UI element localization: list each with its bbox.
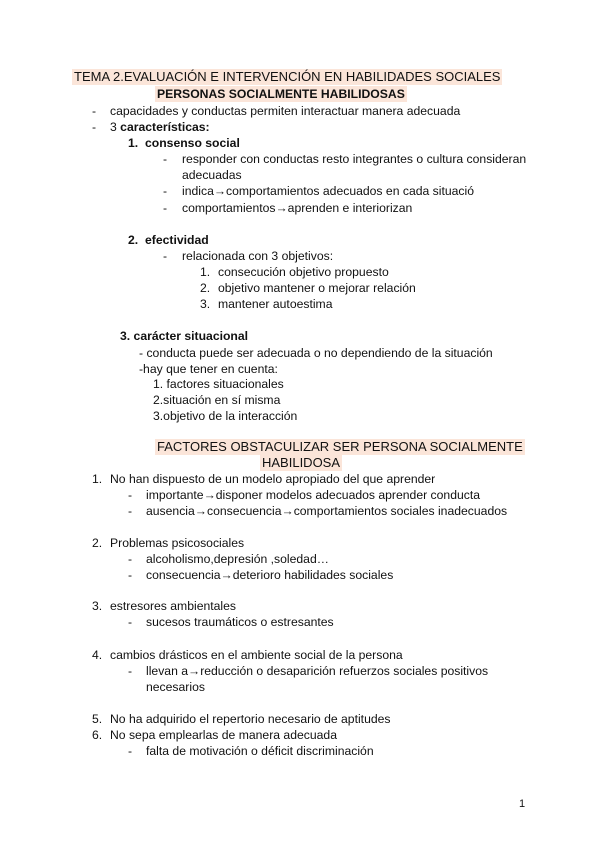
factor-1-sub-2: ausencia→consecuencia→comportamientos sociales inadecuados [146,504,508,518]
factor-4-sub-1-cont: necesarios [146,680,205,694]
situacional-line-5: 3.objetivo de la interacción [153,409,298,423]
consenso-item-1: responder con conductas resto integrantes o cultura consideran [182,152,527,166]
section-heading-factores: FACTORES OBSTACULIZAR SER PERSONA SOCIALMENTE [157,439,523,454]
factor-number: 6. [92,728,103,742]
situacional-line-3: 1. factores situacionales [153,377,284,391]
factor-number: 3. [92,599,103,613]
consenso-item-3: comportamientos→aprenden e interiorizan [182,201,413,215]
bullet-dash: - [128,664,133,678]
bullet-dash: - [163,201,168,215]
factor-6-sub-1: falta de motivación o déficit discriminación [146,744,374,758]
bullet-dash: - [163,184,168,198]
factor-3-sub-1: sucesos traumáticos o estresantes [146,615,334,629]
objetivo-1: consecución objetivo propuesto [218,265,389,279]
factor-1-sub-1: importante→disponer modelos adecuados aprender conducta [146,488,481,502]
factor-6: No sepa emplearlas de manera adecuada [110,728,337,742]
item-number: 2. [128,233,139,247]
factor-1: No han dispuesto de un modelo apropiado del que aprender [110,472,436,486]
objetivo-3: mantener autoestima [218,297,333,311]
item-consenso-social: consenso social [145,136,240,150]
section-heading-personas: PERSONAS SOCIALMENTE HABILIDOSAS [157,87,405,101]
efectividad-item: relacionada con 3 objetivos: [182,249,334,263]
situacional-line-4: 2.situación en sí misma [153,393,281,407]
factor-3: estresores ambientales [110,599,236,613]
factor-number: 1. [92,472,103,486]
bullet-caracteristicas [110,119,210,135]
objetivo-number: 1. [200,265,211,279]
bullet-dash: - [128,552,133,566]
factor-number: 4. [92,648,103,662]
consenso-item-1-cont: adecuadas [182,168,242,182]
bullet-capacidades: capacidades y conductas permiten interactuar manera adecuada [110,104,461,118]
factor-5: No ha adquirido el repertorio necesario de aptitudes [110,712,391,726]
item-efectividad: efectividad [145,233,209,247]
factor-number: 5. [92,712,103,726]
bullet-count: 3 [110,120,121,134]
bullet-dash: - [128,744,133,758]
bullet-dash: - [163,249,168,263]
factor-2-sub-2: consecuencia→deterioro habilidades sociales [146,568,394,582]
bullet-dash: - [128,568,133,582]
bullet-dash: - [163,152,168,166]
factor-2: Problemas psicosociales [110,536,245,550]
document-title: TEMA 2.EVALUACIÓN E INTERVENCIÓN EN HABILIDADES SOCIALES [74,69,501,84]
bullet-dash: - [128,488,133,502]
item-number: 1. [128,136,139,150]
situacional-line-2: -hay que tener en cuenta: [139,362,278,376]
page-number: 1 [519,798,526,810]
consenso-item-2: indica→comportamientos adecuados en cada situació [182,184,474,198]
bullet-dash: - [128,504,133,518]
objetivo-number: 2. [200,281,211,295]
factor-4-sub-1: llevan a→reducción o desaparición refuerzos sociales positivos [146,664,489,678]
objetivo-2: objetivo mantener o mejorar relación [218,281,416,295]
factor-number: 2. [92,536,103,550]
bullet-dash: - [92,120,97,134]
objetivo-number: 3. [200,297,211,311]
situacional-line-1: - conducta puede ser adecuada o no dependiendo de la situación [139,346,493,360]
bullet-dash: - [92,104,97,118]
factor-4: cambios drásticos en el ambiente social de la persona [110,648,403,662]
section-heading-factores-cont: HABILIDOSA [262,455,341,470]
bullet-dash: - [128,615,133,629]
bullet-caracteristicas-label: características: [120,120,210,134]
factor-2-sub-1: alcoholismo,depresión ,soledad… [146,552,329,566]
item-caracter-situacional: 3. carácter situacional [120,329,249,343]
